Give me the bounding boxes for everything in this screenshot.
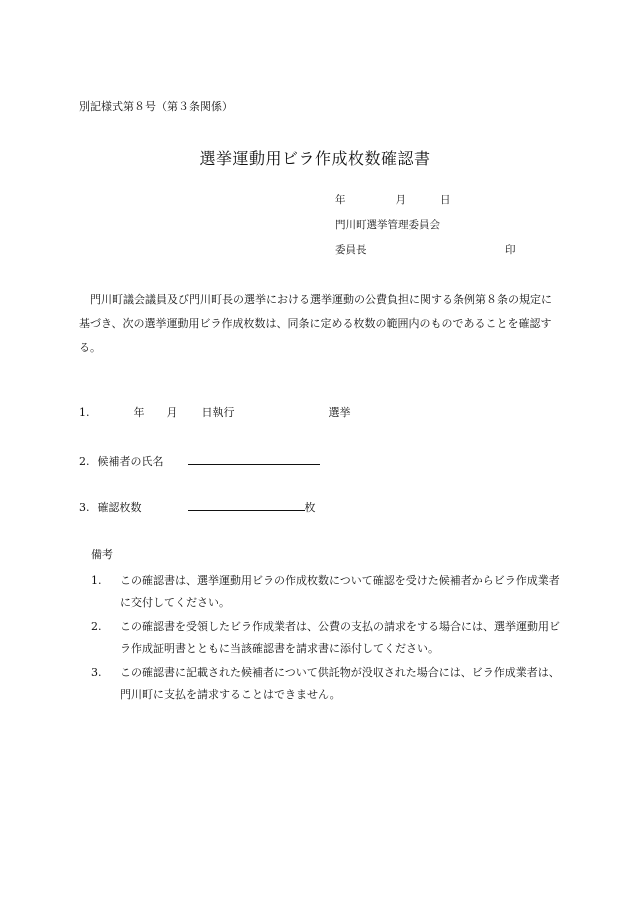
item1-month: 月 (166, 406, 178, 419)
date-year-label: 年 (335, 194, 346, 206)
document-title: 選挙運動用ビラ作成枚数確認書 (199, 149, 431, 168)
date-row (335, 192, 451, 217)
item1-election: 選挙 (328, 406, 351, 419)
remark-note-2-text: この確認書を受領したビラ作成業者は、公費の支払の請求をする場合には、選挙運動用ビラ作成証明書とともに当該確認書を請求書に添付してください。 (120, 620, 560, 655)
committee-name: 門川町選挙管理委員会 (335, 219, 440, 231)
item-confirmed-count (79, 498, 316, 515)
remarks-list (91, 570, 561, 708)
remark-note-3 (91, 662, 561, 706)
item1-number: 1. (79, 406, 90, 419)
item2-label: 候補者の氏名 (97, 455, 164, 468)
remark-note-2 (91, 616, 561, 660)
date-day-label: 日 (440, 194, 451, 206)
item3-unit: 枚 (304, 501, 316, 514)
remark-note-3-number: 3. (91, 666, 102, 679)
issuer-block (335, 192, 516, 267)
item-election-date (79, 404, 351, 420)
item-candidate-name (79, 452, 320, 469)
remarks-title: 備考 (91, 548, 113, 561)
remark-note-1-number: 1. (91, 574, 102, 587)
date-month-label: 月 (395, 194, 406, 206)
item1-year: 年 (133, 406, 145, 419)
chair-row (335, 242, 516, 267)
body-paragraph: 門川町議会議員及び門川町長の選挙における選挙運動の公費負担に関する条例第８条の規定に基づき、次の選挙運動用ビラ作成枚数は、同条に定める枚数の範囲内のものであることを確認する。 (79, 293, 552, 354)
count-blank[interactable] (188, 498, 305, 511)
item1-day-exec: 日執行 (201, 406, 235, 419)
item3-number: 3. (79, 501, 90, 514)
remark-note-1 (91, 570, 561, 614)
remark-note-1-text: この確認書は、選挙運動用ビラの作成枚数について確認を受けた候補者からビラ作成業者に交付してください。 (120, 574, 560, 609)
item2-number: 2. (79, 455, 90, 468)
remark-note-2-number: 2. (91, 620, 102, 633)
form-number: 別記様式第８号（第３条関係） (79, 100, 233, 113)
seal-mark: 印 (505, 244, 516, 256)
remark-note-3-text: この確認書に記載された候補者について供託物が没収された場合には、ビラ作成業者は、門川町に支払を請求することはできません。 (120, 666, 560, 701)
committee-row (335, 217, 451, 242)
chair-label: 委員長 (335, 244, 367, 256)
candidate-name-blank[interactable] (188, 452, 320, 465)
item3-label: 確認枚数 (97, 501, 142, 514)
